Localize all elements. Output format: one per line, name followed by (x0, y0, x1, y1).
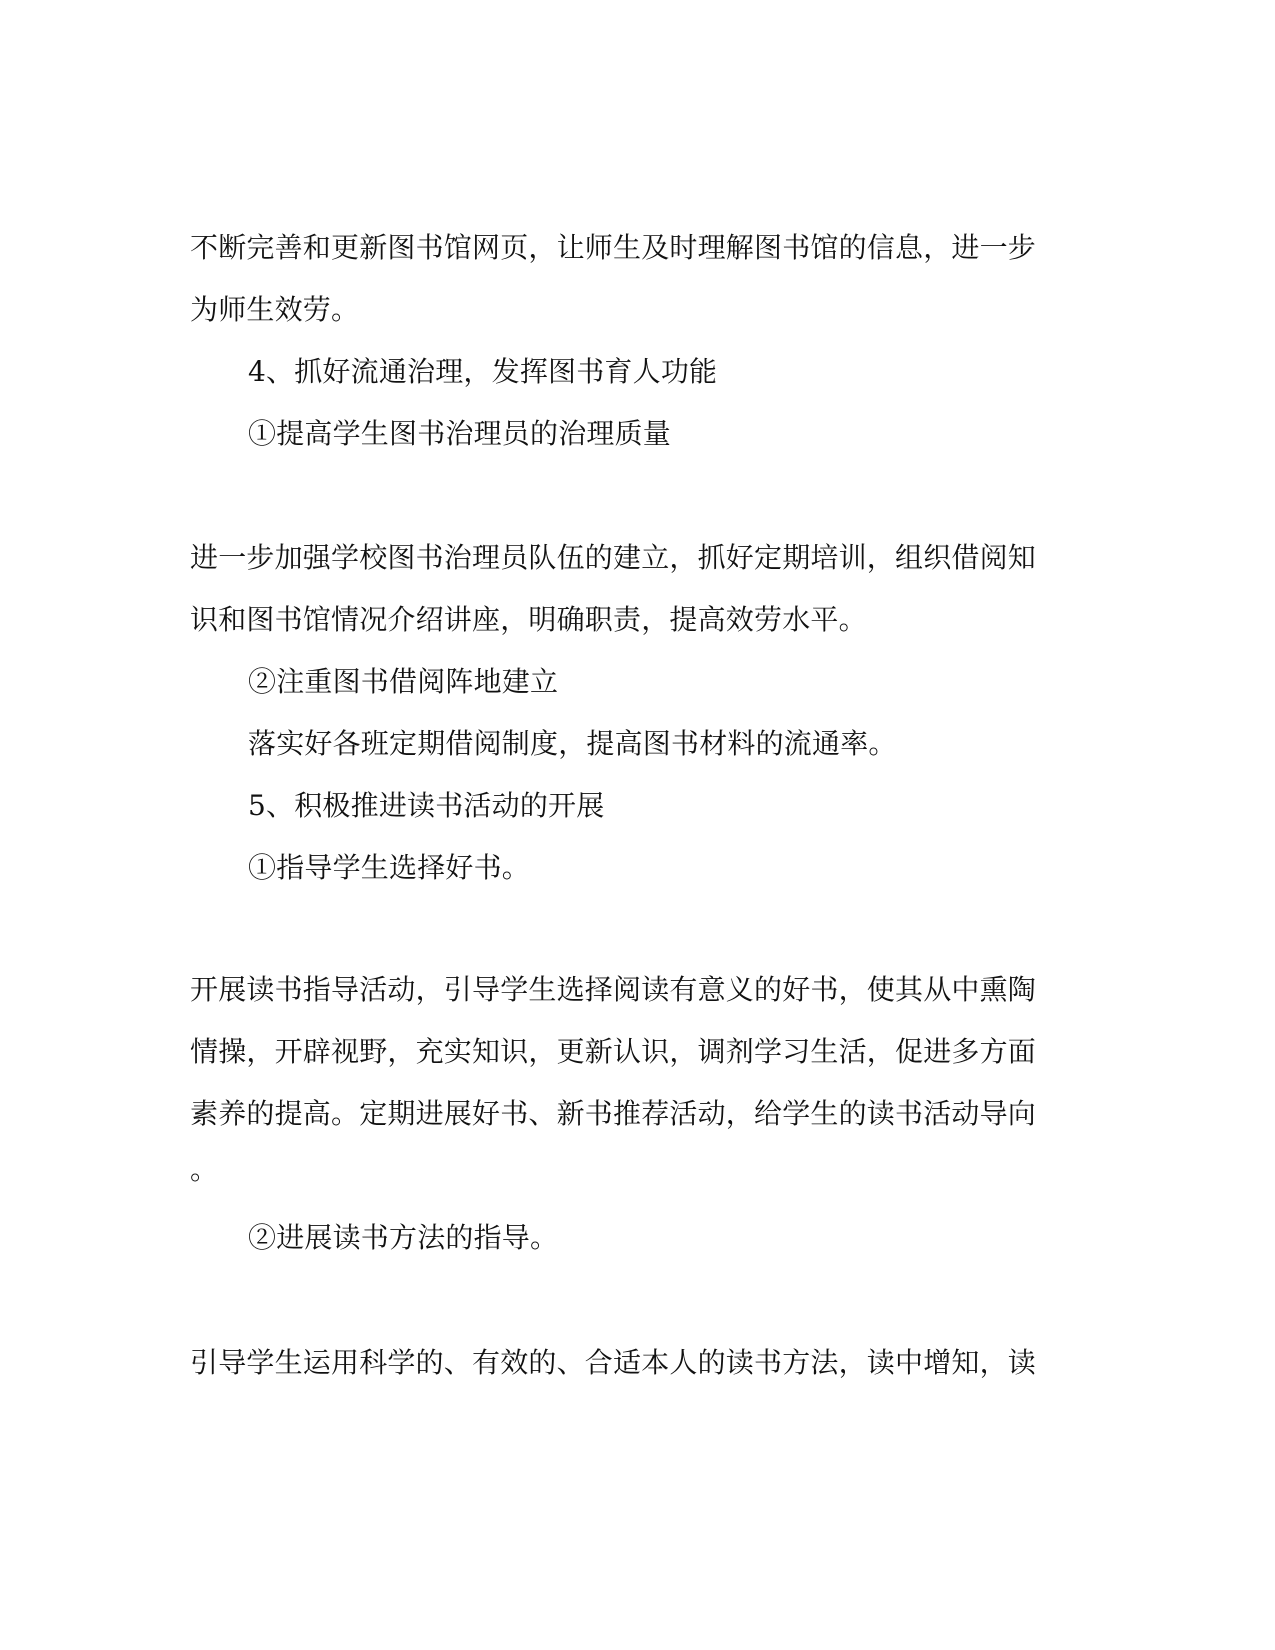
body-text-line: 情操，开辟视野，充实知识，更新认识，调剂学习生活，促进多方面 (190, 1035, 1037, 1068)
section-heading: 5、积极推进读书活动的开展 (248, 789, 605, 822)
subsection-heading: ②进展读书方法的指导。 (248, 1221, 559, 1254)
body-text-line: 识和图书馆情况介绍讲座，明确职责，提高效劳水平。 (190, 603, 867, 636)
section-heading: 4、抓好流通治理，发挥图书育人功能 (248, 355, 718, 388)
body-text-line: 素养的提高。定期进展好书、新书推荐活动，给学生的读书活动导向 (190, 1097, 1037, 1130)
body-text-line: 引导学生运用科学的、有效的、合适本人的读书方法，读中增知，读 (190, 1346, 1037, 1379)
punctuation-line: 。 (190, 1153, 219, 1186)
body-text-line: 不断完善和更新图书馆网页，让师生及时理解图书馆的信息，进一步 (190, 231, 1037, 264)
subsection-heading: ①提高学生图书治理员的治理质量 (248, 417, 672, 450)
body-text-line: 落实好各班定期借阅制度，提高图书材料的流通率。 (248, 727, 897, 760)
subsection-heading: ②注重图书借阅阵地建立 (248, 665, 559, 698)
body-text-line: 开展读书指导活动，引导学生选择阅读有意义的好书，使其从中熏陶 (190, 973, 1037, 1006)
subsection-heading: ①指导学生选择好书。 (248, 851, 531, 884)
body-text-line: 为师生效劳。 (190, 293, 360, 326)
body-text-line: 进一步加强学校图书治理员队伍的建立，抓好定期培训，组织借阅知 (190, 541, 1037, 574)
